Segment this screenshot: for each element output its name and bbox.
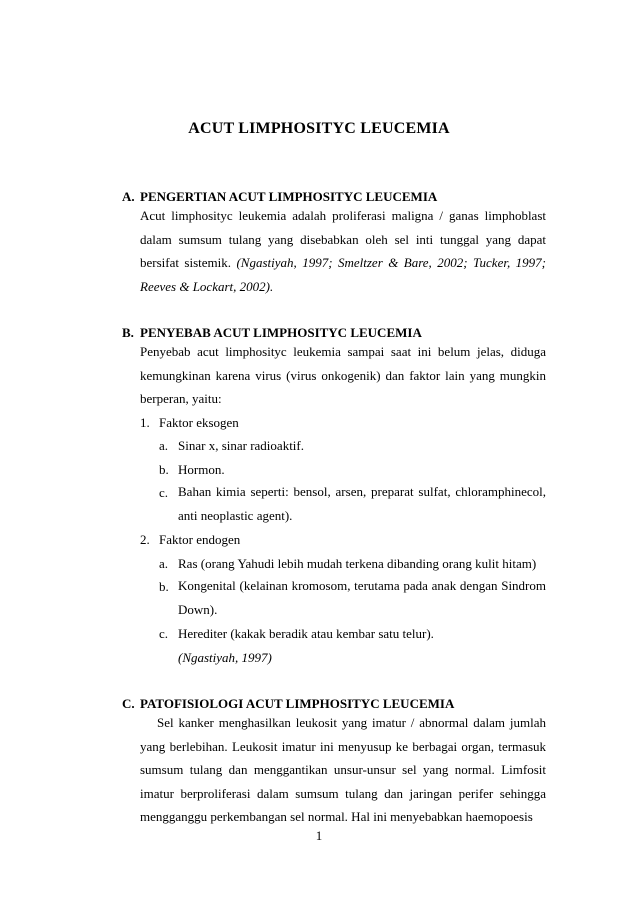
factor-2-number: 2. bbox=[140, 532, 150, 547]
list-marker: b. bbox=[159, 579, 169, 594]
list-marker: a. bbox=[159, 438, 169, 453]
page-number: 1 bbox=[315, 828, 323, 843]
list-item bbox=[159, 556, 536, 572]
section-b-paragraph: Penyebab acut limphosityc leukemia sampai saat ini belum jelas, diduga kemungkinan karena virus (virus onkogenik) dan faktor lain yang mungkin berperan, yaitu: bbox=[140, 344, 546, 406]
section-b-heading bbox=[122, 325, 422, 341]
page-title: ACUT LIMPHOSITYC LEUCEMIA bbox=[188, 120, 450, 137]
factor-1-label: Faktor eksogen bbox=[159, 415, 239, 430]
section-a-title: PENGERTIAN ACUT LIMPHOSITYC LEUCEMIA bbox=[140, 189, 438, 204]
section-a-letter: A. bbox=[122, 189, 135, 204]
factor-2-label: Faktor endogen bbox=[159, 532, 241, 547]
section-b-title: PENYEBAB ACUT LIMPHOSITYC LEUCEMIA bbox=[140, 325, 422, 340]
section-b-citation: (Ngastiyah, 1997) bbox=[178, 650, 272, 665]
list-item-text: Hormon. bbox=[178, 462, 225, 477]
factor-1-number: 1. bbox=[140, 415, 150, 430]
factor-2 bbox=[140, 532, 240, 548]
list-marker: c. bbox=[159, 485, 169, 500]
section-a-body: Acut limphosityc leukemia adalah proliferasi maligna / ganas limphoblast dalam sumsum tulang yang disebabkan oleh sel inti tunggal yang dapat bersifat sistemik. bbox=[140, 208, 546, 270]
section-c-paragraph: Sel kanker menghasilkan leukosit yang imatur / abnormal dalam jumlah yang berlebihan. Leukosit imatur ini menyusup ke berbagai organ, termasuk sumsum tulang dan menggantikan unsur-unsur sel yang normal. Limfosit imatur berproliferasi dalam sumsum tulang dan jaringan perifer sehingga mengganggu perkembangan sel normal. Hal ini menyebabkan haemopoesis bbox=[140, 715, 546, 824]
section-c-heading bbox=[122, 696, 454, 712]
list-item-text: Herediter (kakak beradik atau kembar satu telur). bbox=[178, 626, 434, 641]
section-c-title: PATOFISIOLOGI ACUT LIMPHOSITYC LEUCEMIA bbox=[140, 696, 455, 711]
factor-1 bbox=[140, 415, 239, 431]
section-c-letter: C. bbox=[122, 696, 135, 711]
list-item bbox=[159, 438, 304, 454]
list-item-text: Ras (orang Yahudi lebih mudah terkena dibanding orang kulit hitam) bbox=[178, 556, 537, 571]
list-marker: c. bbox=[159, 626, 169, 641]
list-item-text: Kongenital (kelainan kromosom, terutama pada anak dengan Sindrom Down). bbox=[178, 578, 546, 617]
section-a-citation: (Ngastiyah, 1997; Smeltzer & Bare, 2002; Tucker, 1997; Reeves & Lockart, 2002). bbox=[140, 255, 546, 294]
list-marker: b. bbox=[159, 462, 169, 477]
list-item bbox=[159, 626, 434, 642]
section-a-paragraph bbox=[140, 204, 546, 298]
list-item-text: Sinar x, sinar radioaktif. bbox=[178, 438, 304, 453]
list-item-marker-row bbox=[159, 485, 178, 501]
section-b-letter: B. bbox=[122, 325, 134, 340]
section-a-heading bbox=[122, 189, 437, 205]
list-item-marker-row bbox=[159, 579, 178, 595]
list-item-text: Bahan kimia seperti: bensol, arsen, preparat sulfat, chloramphinecol, anti neoplastic agent). bbox=[178, 484, 546, 523]
list-item bbox=[159, 462, 225, 478]
list-marker: a. bbox=[159, 556, 169, 571]
